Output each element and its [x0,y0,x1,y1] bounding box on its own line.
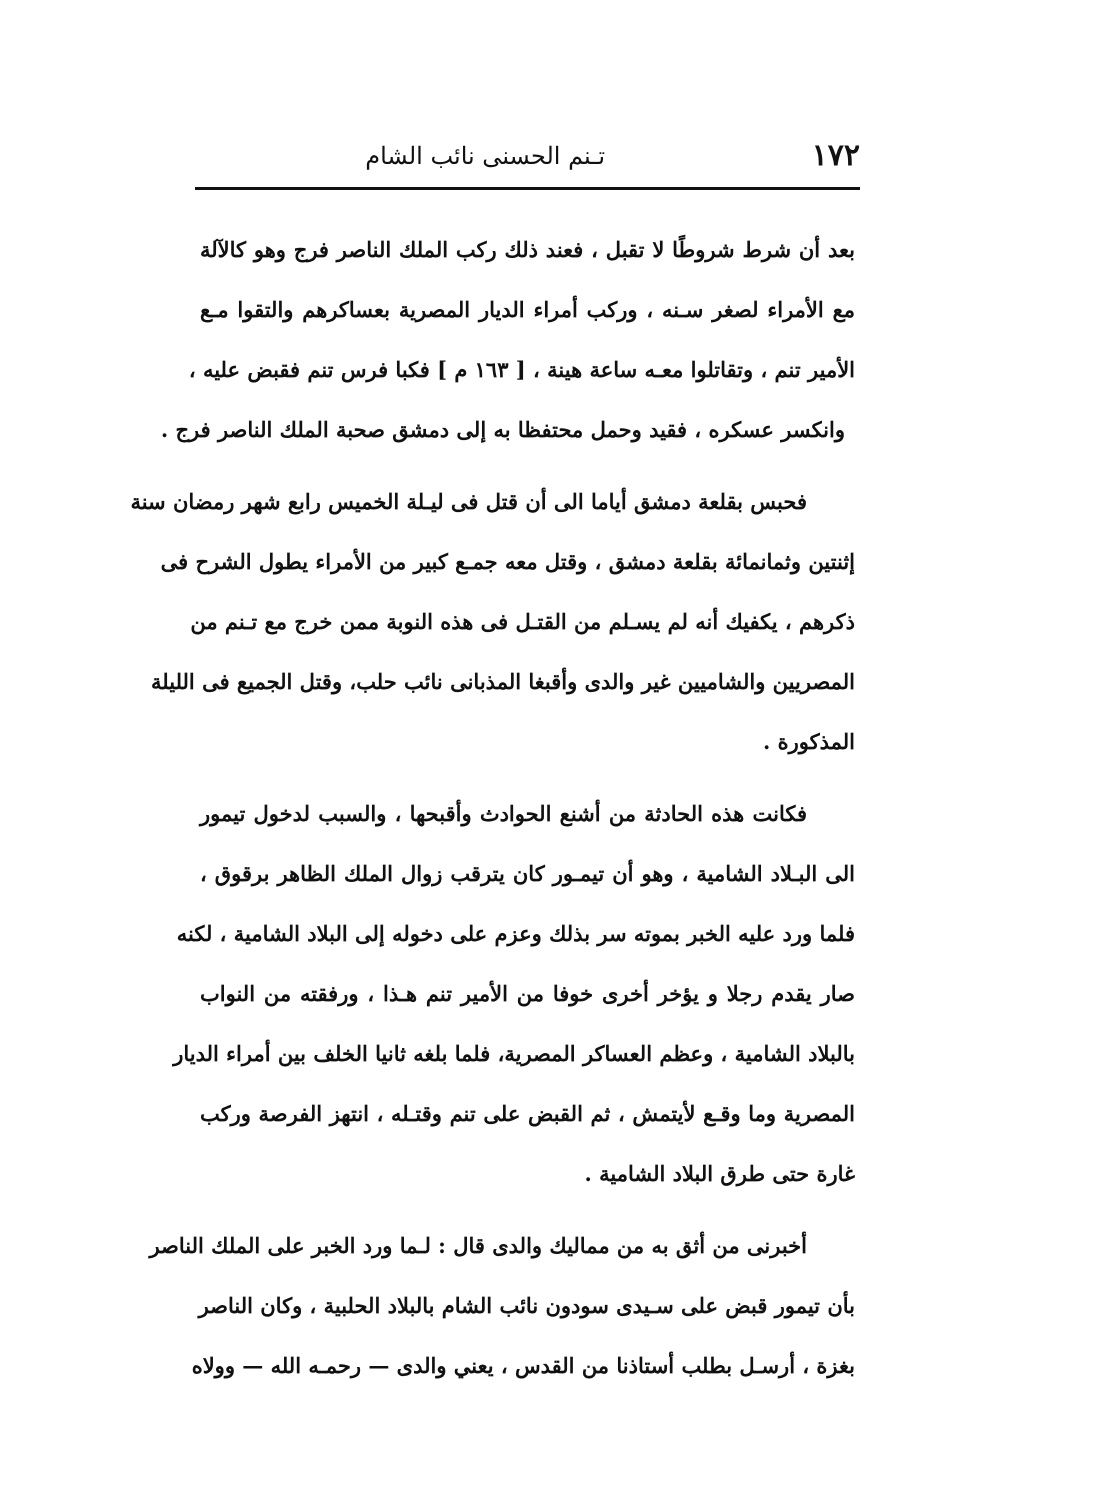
text-line: مع الأمراء لصغر سـنه ، وركب أمراء الديار المصرية بعساكرهم والتقوا مـع [200,297,855,322]
text-line: الأمير تنم ، وتقاتلوا معـه ساعة هينة ، [ ١٦٣ م ] فكبا فرس تنم فقبض عليه ، [188,357,855,382]
page-header [195,135,860,177]
text-line: فحبس بقلعة دمشق أياما الى أن قتل فى ليـلة الخميس رابع شهر رمضان سنة [130,489,807,514]
text-line: فكانت هذه الحادثة من أشنع الحوادث وأقبحها ، والسبب لدخول تيمور [200,801,807,826]
text-line: صار يقدم رجلا و يؤخر أخرى خوفا من الأمير تنم هـذا ، ورفقته من النواب [200,981,855,1006]
text-line: بغزة ، أرسـل بطلب أستاذنا من القدس ، يعني والدى — رحمـه الله — وولاه [191,1353,855,1378]
text-line: بالبلاد الشامية ، وعظم العساكر المصرية، فلما بلغه ثانيا الخلف بين أمراء الديار [173,1041,855,1066]
text-line: المصريين والشاميين غير والدى وأقبغا المذبانى نائب حلب، وقتل الجميع فى الليلة [151,669,855,694]
text-line: فلما ورد عليه الخبر بموته سر بذلك وعزم على دخوله إلى البلاد الشامية ، لكنه [176,921,855,946]
header-rule [195,187,860,190]
text-line: غارة حتى طرق البلاد الشامية . [584,1161,855,1186]
text-line: ذكرهم ، يكفيك أنه لم يسـلم من القتـل فى هذه النوبة ممن خرج مع تـنم من [190,609,855,634]
text-line: إثنتين وثمانمائة بقلعة دمشق ، وقتل معه جمـع كبير من الأمراء يطول الشرح فى [160,549,855,574]
text-line: الى البـلاد الشامية ، وهو أن تيمـور كان يترقب زوال الملك الظاهر برقوق ، [200,861,855,886]
text-line: أخبرنى من أثق به من مماليك والدى قال : لـما ورد الخبر على الملك الناصر [149,1233,807,1258]
text-line: بأن تيمور قبض على سـيدى سودون نائب الشام بالبلاد الحلبية ، وكان الناصر [198,1293,855,1318]
paragraph-2 [130,472,855,772]
paragraph-4 [149,1216,855,1396]
text-line: المذكورة . [762,729,855,754]
body-text [130,220,855,1396]
running-title: تـنم الحسنى نائب الشام [365,142,605,170]
text-line: بعد أن شرط شروطًا لا تقبل ، فعند ذلك ركب الملك الناصر فرج وهو كالآلة [200,237,855,262]
paragraph-1 [160,220,855,460]
text-line: وانكسر عسكره ، فقيد وحمل محتفظا به إلى دمشق صحبة الملك الناصر فرج . [160,417,845,442]
paragraph-3 [173,784,855,1204]
page-number: ١٧٢ [811,138,860,173]
text-line: المصرية وما وقـع لأيتمش ، ثم القبض على تنم وقتـله ، انتهز الفرصة وركب [200,1101,855,1126]
